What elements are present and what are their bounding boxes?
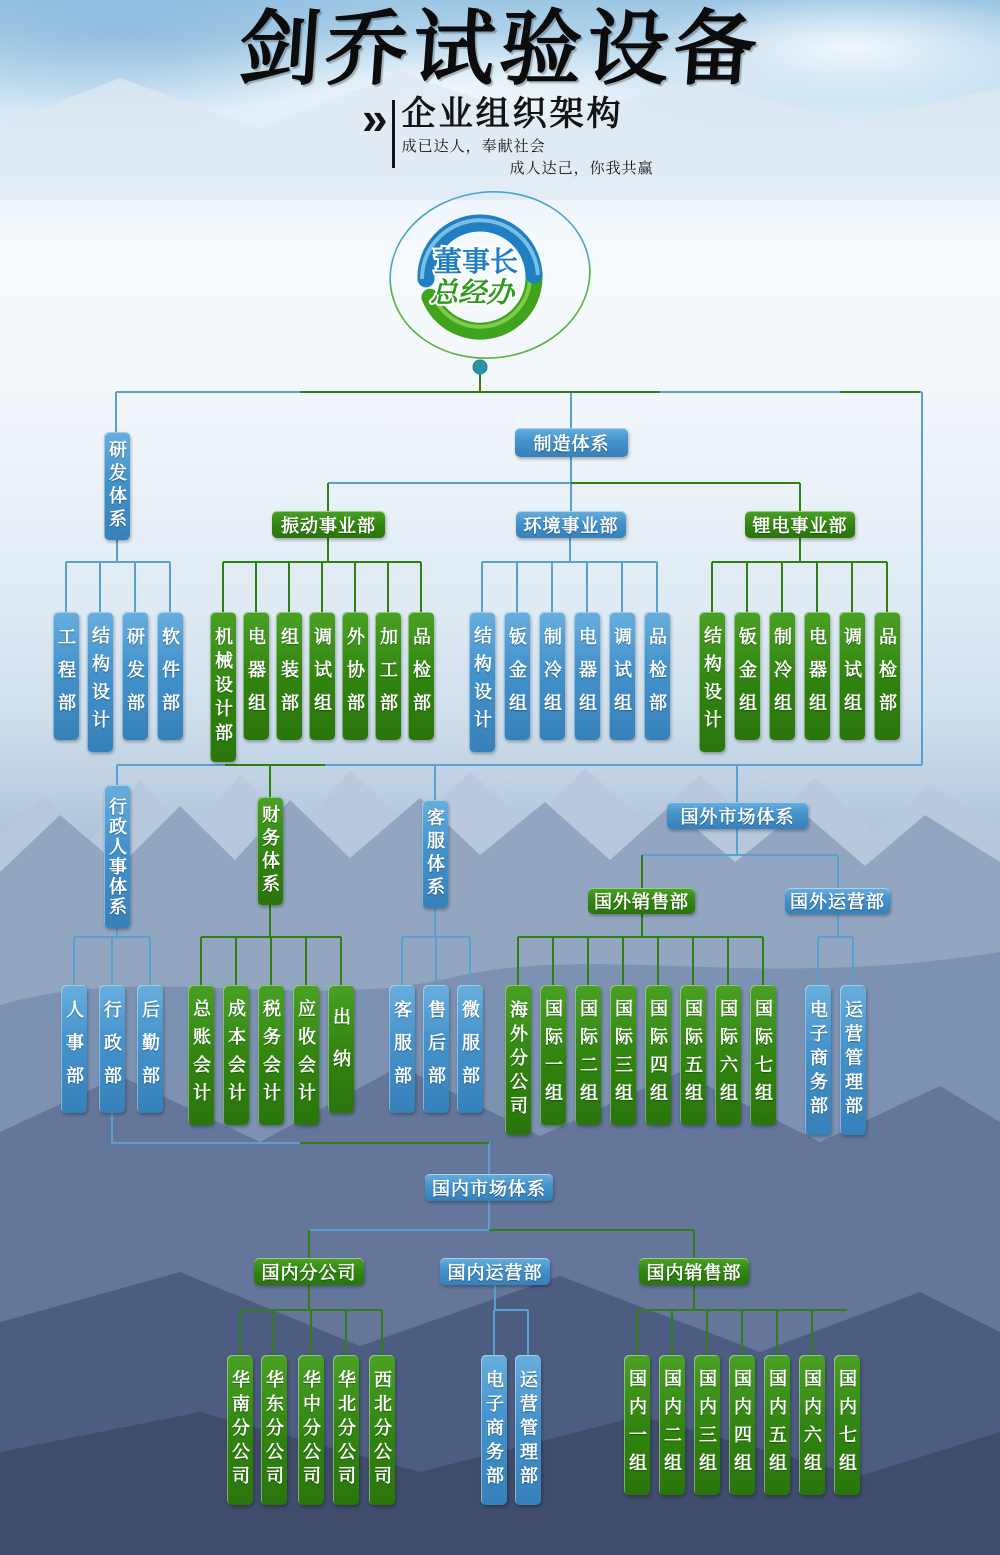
org-node: 国际五组 [680,985,706,1125]
org-node: 国内四组 [729,1355,755,1495]
org-node: 出纳 [328,985,354,1113]
slogan-line-2: 成人达己，你我共赢 [509,160,654,177]
org-node: 总账会计 [188,985,214,1125]
org-node: 华北分公司 [333,1355,359,1505]
chairman-logo [380,185,600,380]
org-node: 品检部 [874,612,900,740]
chevron-mark: » [362,92,388,144]
org-node: 西北分公司 [369,1355,395,1505]
org-node: 国内七组 [834,1355,860,1495]
org-node: 行政部 [99,985,125,1113]
org-node: 组装部 [276,612,302,740]
node-rnd-system: 研发体系 [104,432,130,540]
org-node: 国内一组 [624,1355,650,1495]
org-node: 国际六组 [715,985,741,1125]
node-env-div: 环境事业部 [516,511,626,538]
org-node: 成本会计 [223,985,249,1125]
org-node: 国内三组 [694,1355,720,1495]
org-node: 软件部 [157,612,183,740]
node-overseas-ops-dept: 国外运营部 [785,888,890,914]
org-node: 客服部 [389,985,415,1113]
org-node: 制冷组 [769,612,795,740]
org-node: 调试组 [609,612,635,740]
org-node: 运营管理部 [840,985,866,1135]
node-domestic-ops-dept: 国内运营部 [440,1258,550,1285]
org-node: 钣金组 [504,612,530,740]
org-node: 海外分公司 [505,985,531,1135]
org-node: 华东分公司 [261,1355,287,1505]
node-mfg-system: 制造体系 [515,428,628,457]
org-node: 后勤部 [137,985,163,1113]
org-node: 人事部 [61,985,87,1113]
node-service-system: 客服体系 [422,800,448,908]
section-header [362,92,654,178]
org-node: 制冷组 [539,612,565,740]
org-node: 国际三组 [610,985,636,1125]
org-node: 电器组 [804,612,830,740]
slogan-line-1: 成已达人，奉献社会 [401,138,546,155]
org-node: 国际二组 [575,985,601,1125]
node-finance-system: 财务体系 [257,797,283,905]
node-admin-hr-system: 行政人事体系 [104,785,130,928]
org-node: 运营管理部 [515,1355,541,1505]
org-node: 国内六组 [799,1355,825,1495]
org-node: 结构设计 [469,612,495,752]
org-node: 国际七组 [750,985,776,1125]
org-node: 国内五组 [764,1355,790,1495]
connector-dot [473,360,487,374]
node-domestic-branches: 国内分公司 [254,1258,364,1285]
org-node: 电子商务部 [805,985,831,1135]
org-node: 微服部 [457,985,483,1113]
org-node: 华南分公司 [227,1355,253,1505]
org-node: 品检部 [644,612,670,740]
section-title: 企业组织架构 [401,95,624,133]
node-overseas-market-system: 国外市场体系 [667,802,808,829]
brand-title: 剑乔试验设备 [235,1,765,97]
org-node: 税务会计 [258,985,284,1125]
org-node: 国内二组 [659,1355,685,1495]
org-node: 钣金组 [734,612,760,740]
node-domestic-market-system: 国内市场体系 [425,1174,553,1201]
org-node: 研发部 [122,612,148,740]
node-domestic-sales-dept: 国内销售部 [639,1258,749,1285]
org-node: 结构设计 [699,612,725,752]
general-office-label: 总经办 [429,277,515,308]
org-node: 应收会计 [293,985,319,1125]
org-node: 机械设计部 [210,612,236,762]
org-node: 国际四组 [645,985,671,1125]
org-node: 电器组 [574,612,600,740]
org-node: 调试组 [839,612,865,740]
org-node: 加工部 [375,612,401,740]
org-node: 品检部 [408,612,434,740]
org-node: 电子商务部 [481,1355,507,1505]
node-overseas-sales-dept: 国外销售部 [588,888,695,914]
title-divider [392,100,395,168]
node-lithium-div: 锂电事业部 [745,511,855,538]
org-node: 国际一组 [540,985,566,1125]
chairman-label: 董事长 [433,246,519,277]
org-node: 外协部 [342,612,368,740]
org-node: 电器组 [243,612,269,740]
org-node: 调试组 [309,612,335,740]
org-node: 华中分公司 [298,1355,324,1505]
org-node: 售后部 [423,985,449,1113]
org-node: 结构设计 [87,612,113,752]
node-vibration-div: 振动事业部 [272,511,385,538]
org-node: 工程部 [53,612,79,740]
